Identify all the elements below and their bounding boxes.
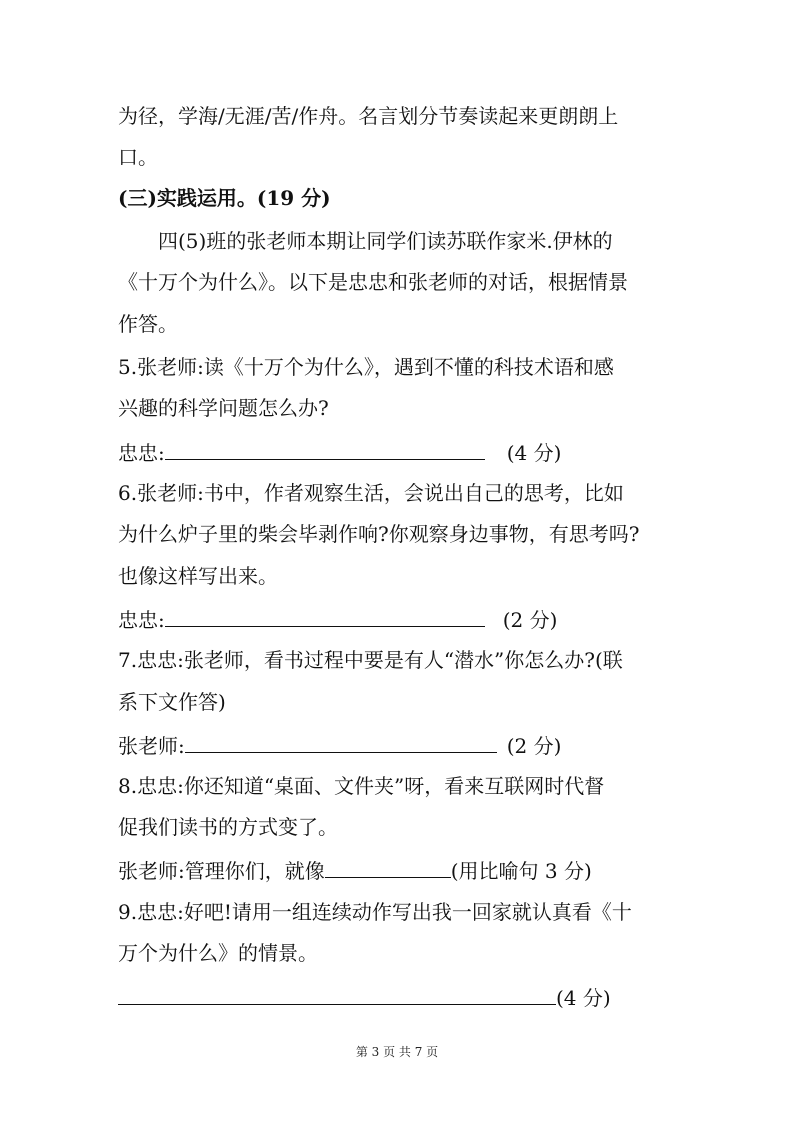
answer-8-row <box>118 857 592 883</box>
question-7-line: 7.忠忠:张老师，看书过程中要是有人“潜水”你怎么办?(联 <box>118 648 623 672</box>
question-6-line: 6.张老师:书中，作者观察生活，会说出自己的思考，比如 <box>118 481 624 505</box>
text-line: 为径，学海/无涯/苦/作舟。名言划分节奏读起来更朗朗上 <box>118 104 619 128</box>
answer-6-blank[interactable] <box>165 606 485 627</box>
question-5-line: 5.张老师:读《十万个为什么》，遇到不懂的科技术语和感 <box>118 355 614 379</box>
answer-7-score: (2 分) <box>506 734 562 758</box>
answer-6-speaker: 忠忠: <box>118 608 165 632</box>
question-8-line: 8.忠忠:你还知道“桌面、文件夹”呀，看来互联网时代督 <box>118 774 605 798</box>
answer-6-score: (2 分) <box>502 608 558 632</box>
answer-9-row <box>118 984 611 1010</box>
question-5-line: 兴趣的科学问题怎么办? <box>118 396 329 420</box>
text-line: 《十万个为什么》。以下是忠忠和张老师的对话，根据情景 <box>118 270 628 294</box>
answer-5-blank[interactable] <box>165 439 485 460</box>
answer-8-blank[interactable] <box>325 857 451 878</box>
answer-8-score: (用比喻句 3 分) <box>450 859 592 883</box>
answer-7-blank[interactable] <box>185 732 497 753</box>
answer-9-score: (4 分) <box>556 986 611 1010</box>
text-line: 作答。 <box>118 312 178 336</box>
answer-8-speaker: 张老师:管理你们，就像 <box>118 859 325 883</box>
answer-5-speaker: 忠忠: <box>118 441 165 465</box>
answer-7-speaker: 张老师: <box>118 734 185 758</box>
question-6-line: 也像这样写出来。 <box>118 564 278 588</box>
question-7-line: 系下文作答) <box>118 690 226 714</box>
answer-5-row <box>118 439 561 465</box>
text-line: 四(5)班的张老师本期让同学们读苏联作家米.伊林的 <box>158 229 613 253</box>
question-9-line: 9.忠忠:好吧!请用一组连续动作写出我一回家就认真看《十 <box>118 900 632 924</box>
answer-7-row <box>118 732 561 758</box>
answer-9-blank[interactable] <box>118 984 556 1005</box>
text-line: 口。 <box>118 145 158 169</box>
question-6-line: 为什么炉子里的柴会毕剥作响?你观察身边事物，有思考吗? <box>118 522 640 546</box>
question-8-line: 促我们读书的方式变了。 <box>118 815 338 839</box>
question-9-line: 万个为什么》的情景。 <box>118 941 318 965</box>
section-title: (三)实践运用。(19 分) <box>118 186 331 210</box>
answer-5-score: (4 分) <box>506 441 562 465</box>
answer-6-row <box>118 606 557 632</box>
page-footer: 第 3 页 共 7 页 <box>355 1045 439 1059</box>
